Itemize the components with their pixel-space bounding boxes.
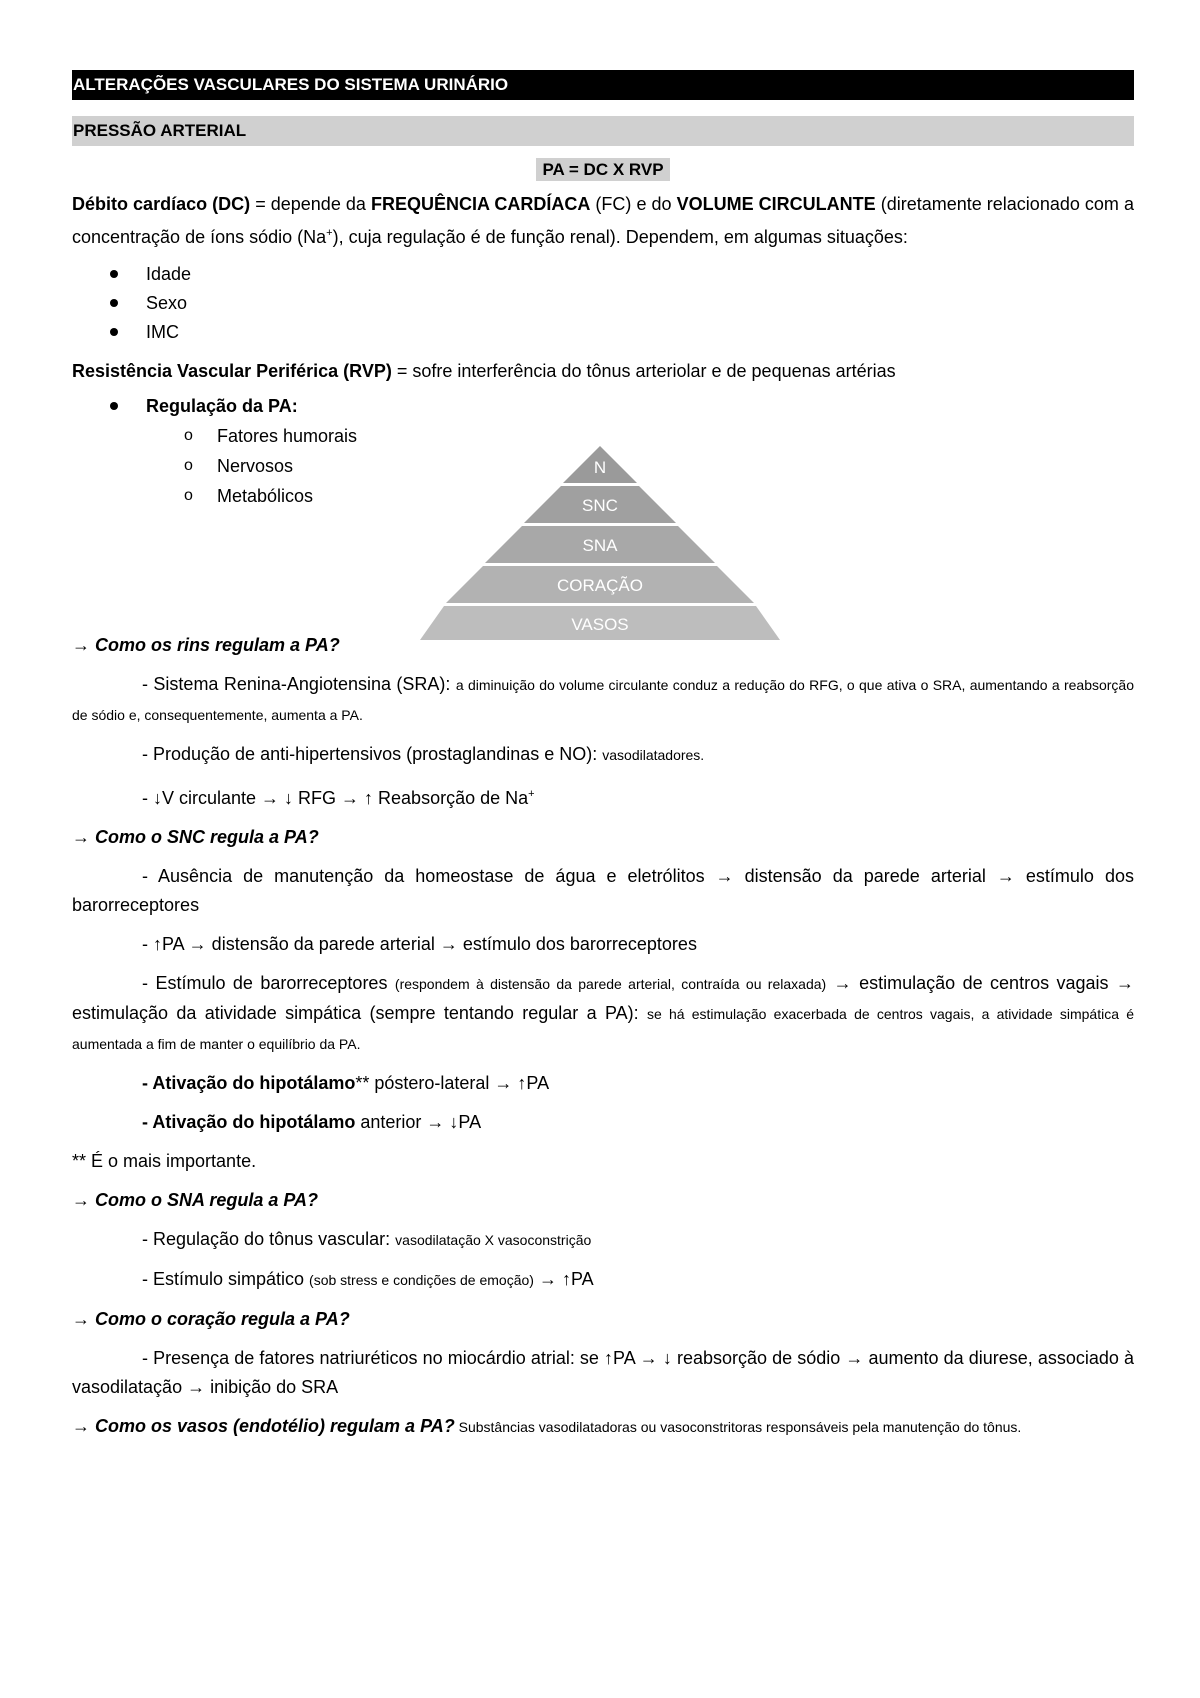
sublist-item: o Nervosos [72, 451, 1134, 481]
snc-line-5: - Ativação do hipotálamo anterior → ↓PA [142, 1112, 482, 1132]
bullet-icon [110, 328, 118, 336]
dc-fc: FREQUÊNCIA CARDÍACA [370, 194, 591, 214]
regulation-label: Regulação da PA: [146, 396, 298, 416]
pyramid-label-coracao: CORAÇÃO [557, 576, 643, 595]
formula: PA = DC X RVP [536, 158, 669, 181]
rvp-paragraph [72, 357, 1134, 386]
question-vasos: → Como os vasos (endotélio) regulam a PA? [72, 1416, 455, 1436]
rvp-text: = sofre interferência do tônus arteriolar e de pequenas artérias [391, 361, 896, 381]
rins-anti: - Produção de anti-hipertensivos (prostaglandinas e NO): vasodilatadores. [142, 744, 705, 764]
dc-text-1: = depende da [250, 194, 371, 214]
section-title: PRESSÃO ARTERIAL [72, 116, 1134, 146]
pyramid-label-vasos: VASOS [571, 615, 629, 634]
document-title: ALTERAÇÕES VASCULARES DO SISTEMA URINÁRIO [72, 70, 1134, 100]
dc-text-4: ), cuja regulação é de função renal). Dependem, em algumas situações: [332, 227, 908, 247]
snc-note: ** É o mais importante. [72, 1151, 257, 1171]
list-item: Idade [72, 260, 1134, 289]
rvp-list [72, 392, 1134, 421]
question-coracao: → Como o coração regula a PA? [72, 1309, 350, 1329]
rvp-label: Resistência Vascular Periférica (RVP) [72, 361, 392, 381]
snc-line-2: - ↑PA → distensão da parede arterial → estímulo dos barorreceptores [142, 934, 697, 954]
pyramid-label-n: N [593, 458, 607, 477]
regulation-pyramid [420, 446, 780, 646]
bullet-icon [110, 270, 118, 278]
dc-text-3: (diretamente relacionado com a concentração de íons sódio (Na [72, 194, 1134, 247]
dc-sup: + [326, 227, 333, 239]
circle-bullet: o [184, 487, 193, 504]
dc-list [72, 260, 1134, 347]
dc-vc: VOLUME CIRCULANTE [676, 194, 876, 214]
snc-line-3: - Estímulo de barorreceptores (respondem à distensão da parede arterial, contraída ou relaxada) → estimulação de centros vagais → estimulação da atividade simpática (sempre tentando regular a PA): se há estimulação exacerbada de centros vagais, a atividade simpática é aumentada a fim de manter o equilíbrio da PA. [72, 973, 1135, 1052]
snc-line-1: - Ausência de manutenção da homeostase de água e eletrólitos → distensão da parede arterial → estímulo dos barorreceptores [72, 866, 1134, 915]
list-item: IMC [72, 318, 1134, 347]
vasos-paragraph: → Como os vasos (endotélio) regulam a PA? Substâncias vasodilatadoras ou vasoconstritoras responsáveis pela manutenção do tônus. [72, 1416, 1022, 1436]
dc-label: Débito cardíaco (DC) [72, 194, 251, 214]
snc-line-4: - Ativação do hipotálamo** póstero-lateral → ↑PA [142, 1073, 550, 1093]
sublist-item: o Metabólicos [72, 481, 1134, 511]
coracao-line-1: - Presença de fatores natriuréticos no miocárdio atrial: se ↑PA → ↓ reabsorção de sódio → aumento da diurese, associado à vasodilatação → inibição do SRA [72, 1348, 1134, 1397]
question-sna: → Como o SNA regula a PA? [72, 1190, 319, 1210]
document-page [72, 70, 1134, 1442]
bullet-icon [110, 299, 118, 307]
dc-text-2: (FC) e do [590, 194, 677, 214]
question-rins: → Como os rins regulam a PA? [72, 635, 340, 655]
bullet-icon [110, 402, 118, 410]
sna-line-2: - Estímulo simpático (sob stress e condições de emoção) → ↑PA [142, 1269, 594, 1289]
dc-paragraph [72, 190, 1134, 252]
sublist-item: o Fatores humorais [72, 421, 1134, 451]
rins-chain: - ↓V circulante → ↓ RFG → ↑ Reabsorção de Na+ [142, 788, 535, 808]
sna-line-1: - Regulação do tônus vascular: vasodilatação X vasoconstrição [142, 1229, 592, 1249]
formula-line [72, 160, 1134, 180]
question-snc: → Como o SNC regula a PA? [72, 827, 319, 847]
list-item [72, 392, 1134, 421]
list-item: Sexo [72, 289, 1134, 318]
circle-bullet: o [184, 427, 193, 444]
pyramid-label-snc: SNC [582, 496, 618, 515]
circle-bullet: o [184, 457, 193, 474]
pyramid-label-sna: SNA [582, 536, 618, 555]
rins-sra: - Sistema Renina-Angiotensina (SRA): a diminuição do volume circulante conduz a redução do RFG, o que ativa o SRA, aumentando a reabsorção de sódio e, consequentemente, aumenta a PA. [72, 674, 1134, 723]
